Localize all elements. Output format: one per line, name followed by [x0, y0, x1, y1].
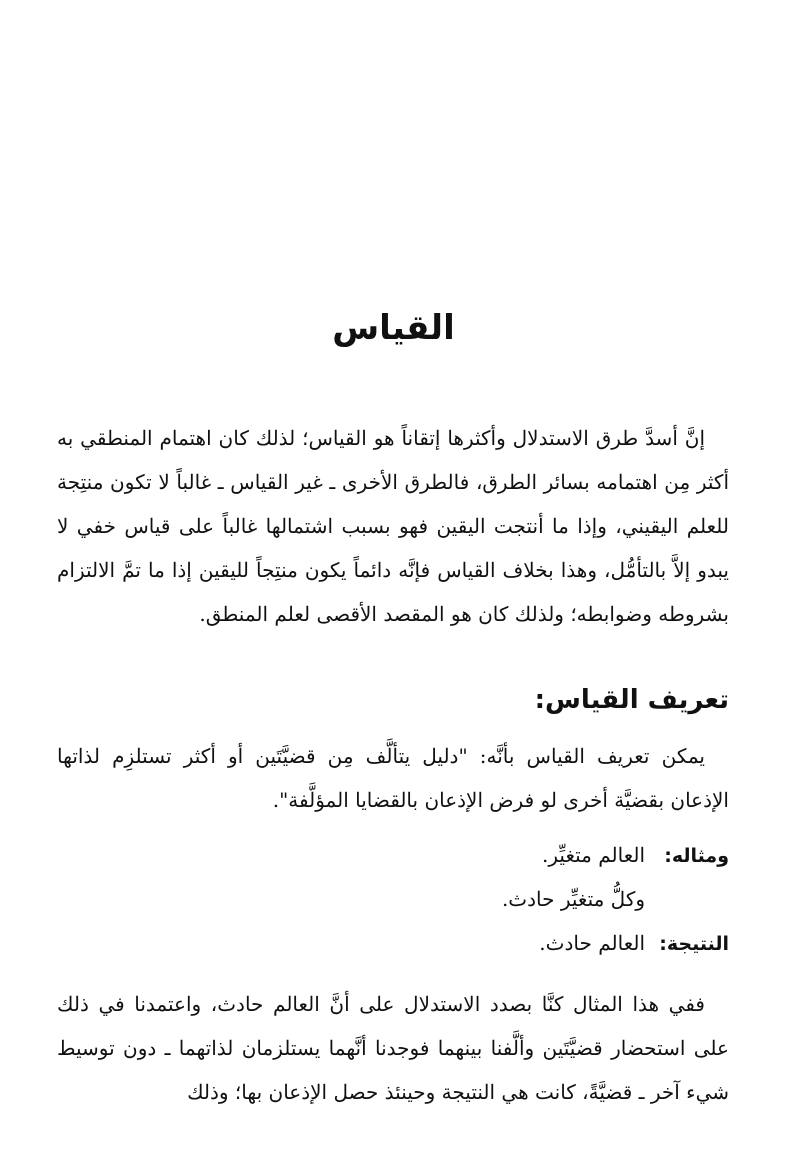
section-heading-definition: تعريف القياس: — [534, 685, 729, 715]
intro-paragraph: إنَّ أسدَّ طرق الاستدلال وأكثرها إتقاناً هو القياس؛ لذلك كان اهتمام المنطقي به أكثر مِن اهتمامه بسائر الطرق، فالطرق الأخرى ـ غير القياس ـ غالباً لا تكون منتِجة للعلم اليقيني، وإذا ما أنتجت اليقين فهو بسبب اشتمالها غالباً على قياس خفي لا يبدو إلاَّ بالتأمُّل، وهذا بخلاف القياس فإنَّه دائماً يكون منتِجاً لليقين إذا ما تمَّ الالتزام بشروطه وضوابطه؛ ولذلك كان هو المقصد الأقصى لعلم المنطق. — [57, 426, 729, 626]
example-premise-1-row — [57, 833, 729, 877]
example-conclusion-row — [57, 921, 729, 965]
example-label: ومثاله: — [664, 845, 729, 867]
definition-paragraph: يمكن تعريف القياس بأنَّه: "دليل يتألَّف مِن قضيَّتَين أو أكثر تستلزِم لذاتها الإذعان بقضيَّة أخرى لو فرض الإذعان بالقضايا المؤلَّفة". — [57, 744, 729, 812]
example-premise-2-row — [57, 877, 729, 921]
chapter-title: القياس — [332, 308, 455, 348]
example-premise-2: وكلُّ متغيِّر حادث. — [501, 887, 645, 911]
example-premise-1: العالم متغيِّر. — [542, 843, 645, 867]
closing-paragraph: ففي هذا المثال كنَّا بصدد الاستدلال على أنَّ العالم حادث، واعتمدنا في ذلك على استحضار قضيَّتَين وألَّفنا بينهما فوجدنا أنَّهما يستلزمان لذاتهما ـ دون توسيط شيء آخر ـ قضيَّةً، كانت هي النتيجة وحينئذ حصل الإذعان بها؛ وذلك — [57, 992, 729, 1104]
example-conclusion: العالم حادث. — [539, 931, 645, 955]
syllogism-example — [57, 833, 729, 965]
conclusion-label: النتيجة: — [659, 933, 729, 955]
